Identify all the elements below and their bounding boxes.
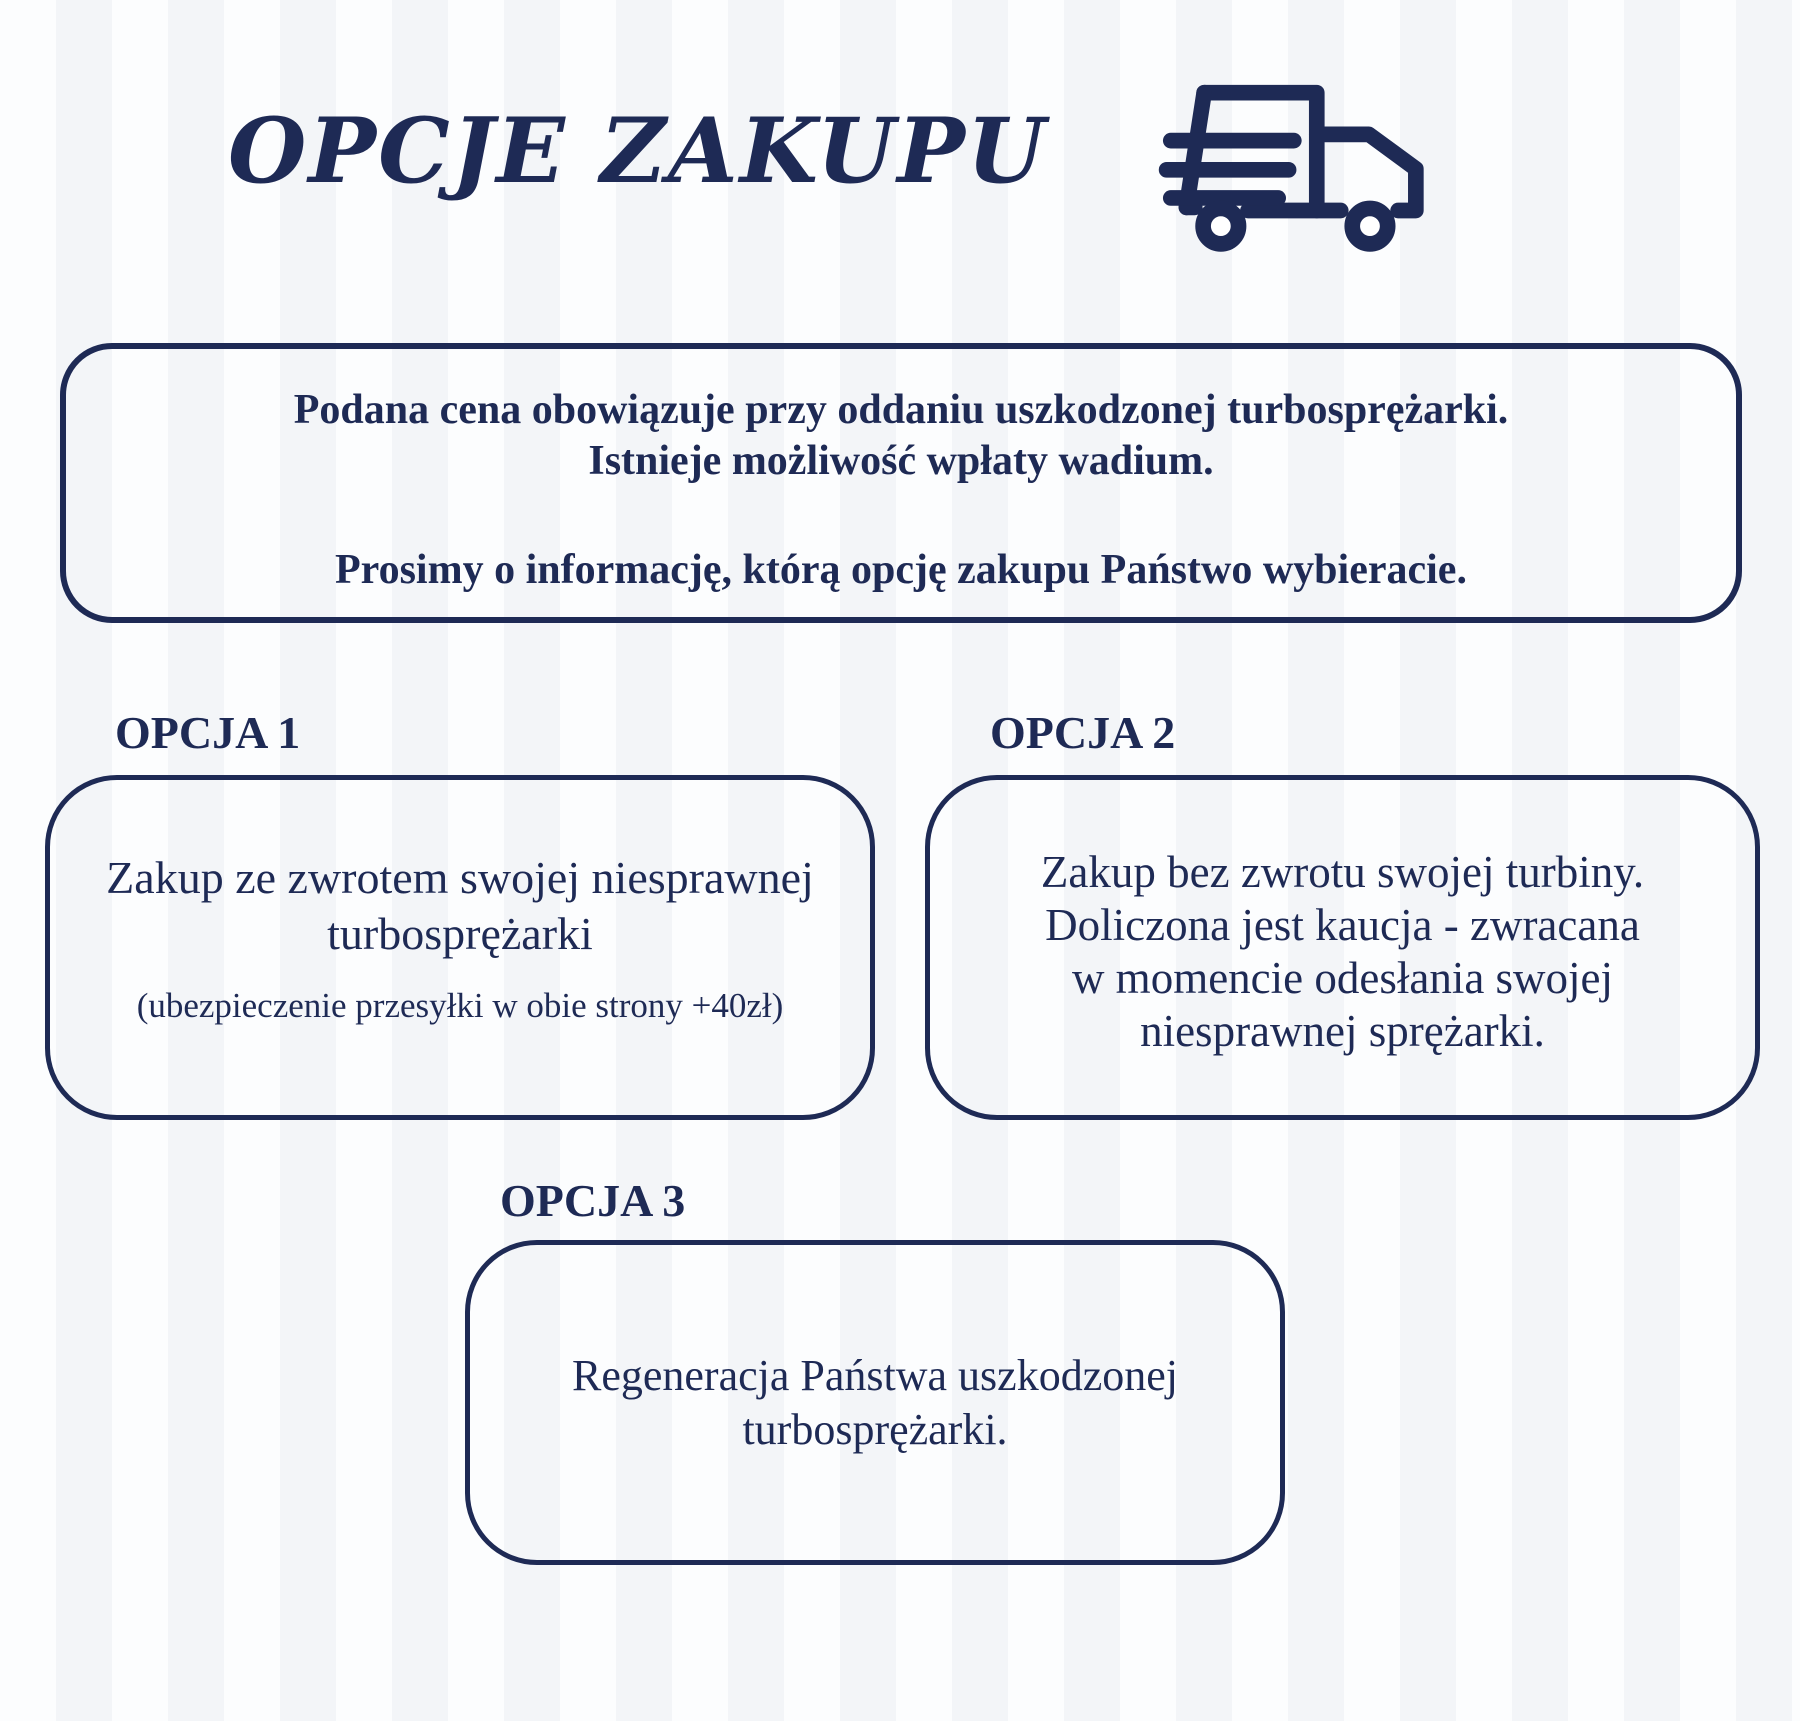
truck-front-wheel <box>1352 208 1387 243</box>
option-1-note: (ubezpieczenie przesyłki w obie strony +40zł) <box>136 986 784 1025</box>
option-2-line: w momencie odesłania swojej <box>1071 953 1614 1003</box>
option-3-line: turbosprężarki. <box>742 1404 1008 1454</box>
option-3-label: OPCJA 3 <box>500 1175 686 1226</box>
option-1-line: Zakup ze zwrotem swojej niesprawnej <box>106 852 814 903</box>
option-1-box <box>45 775 875 1120</box>
option-1-label: OPCJA 1 <box>115 707 301 758</box>
option-1-line: turbosprężarki <box>327 908 593 959</box>
option-2-line: Doliczona jest kaucja - zwracana <box>1045 900 1640 950</box>
option-2-label: OPCJA 2 <box>990 707 1176 758</box>
option-2-line: Zakup bez zwrotu swojej turbiny. <box>1040 847 1645 897</box>
option-2-box <box>925 775 1760 1120</box>
intro-line: Prosimy o informację, którą opcję zakupu Państwo wybieracie. <box>335 547 1467 593</box>
intro-line: Istnieje możliwość wpłaty wadium. <box>588 438 1214 484</box>
intro-line: Podana cena obowiązuje przy oddaniu uszkodzonej turbosprężarki. <box>293 387 1509 433</box>
option-3-box <box>465 1240 1285 1565</box>
option-2-line: niesprawnej sprężarki. <box>1140 1006 1545 1056</box>
truck-rear-wheel <box>1203 208 1238 243</box>
intro-box <box>60 343 1742 623</box>
page-title: OPCJE ZAKUPU <box>228 98 1048 204</box>
truck-cab-outline <box>1317 134 1416 210</box>
delivery-truck-icon <box>1152 80 1444 268</box>
option-3-line: Regeneracja Państwa uszkodzonej <box>572 1350 1178 1400</box>
